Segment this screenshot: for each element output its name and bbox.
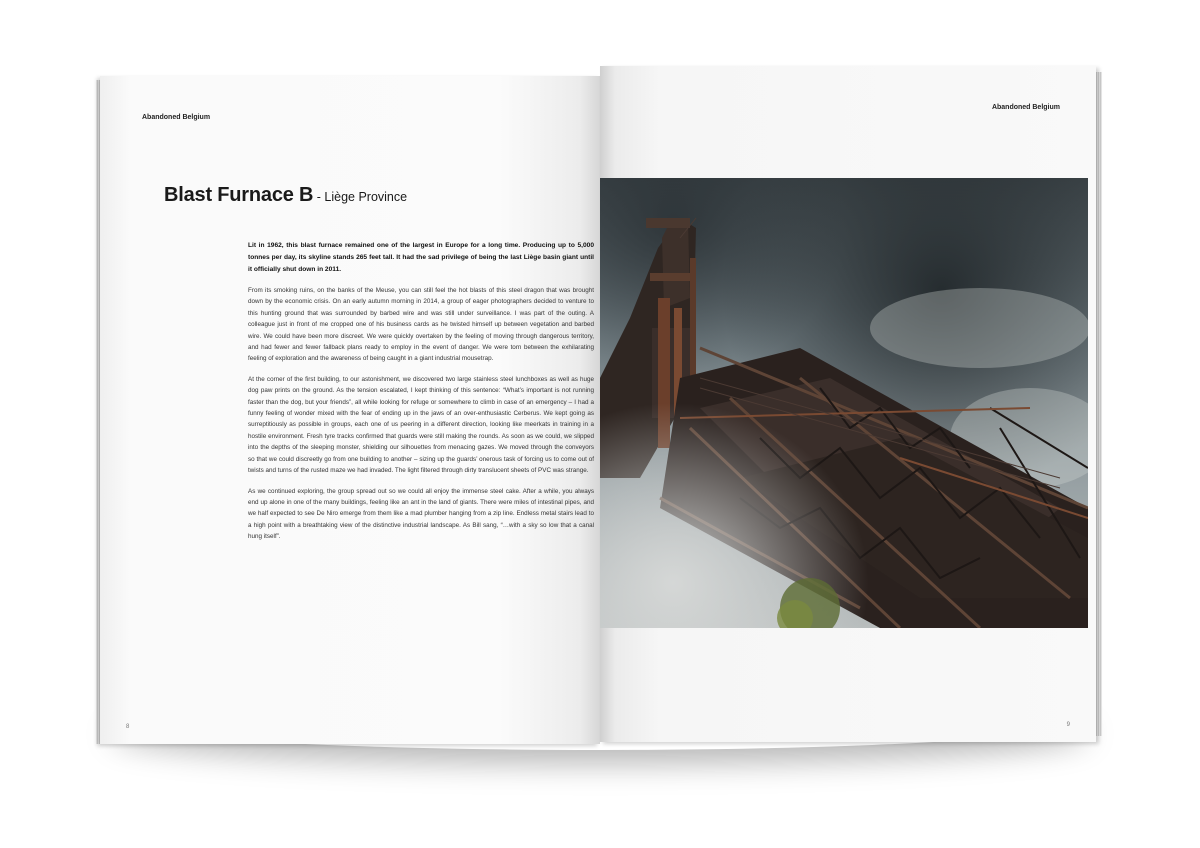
article-title-block [164, 184, 407, 207]
article-paragraph: As we continued exploring, the group spread out so we could all enjoy the immense steel cake. After a while, you always end up alone in one of the many buildings, feeling like an ant in the land of giants. There were miles of intestinal pipes, and we half expected to see De Niro emerge from them like a mad plumber hanging from a zip line. Endless metal stairs lead to a high point with a breathtaking view of the distinctive industrial landscape. As Bill sang, “…with a sky so low that a canal hung itself”. [248, 487, 594, 541]
right-page [600, 66, 1096, 742]
article-subtitle: - Liège Province [313, 190, 408, 204]
running-head-left: Abandoned Belgium [142, 114, 211, 121]
article-title: Blast Furnace B [164, 184, 314, 206]
blast-furnace-photo [600, 178, 1088, 628]
left-page [100, 76, 600, 744]
article-paragraph: From its smoking ruins, on the banks of the Meuse, you can still feel the hot blasts of this steel dragon that was brought down by the economic crisis. On an early autumn morning in 2014, a group of eager photographers decided to venture to this hunting ground that was surrounded by barbed wire and was still under surveillance. I was part of the outing. A colleague just in front of me cropped one of his business cards as he twisted himself up between vegetation and barbed wire. We could have been more discreet. We were quickly overtaken by the feeling of moving through dangerous territory, and had fewer and fewer fallback plans ready to employ in the event of danger. We were torn between the exhilarating feeling of exploration and the awareness of being caught in a giant industrial mousetrap. [248, 287, 594, 363]
article-body [248, 240, 594, 552]
article-paragraph: At the corner of the first building, to our astonishment, we discovered two large stainless steel lunchboxes as well as huge dog paw prints on the ground. As the tension escalated, I kept thinking of this sentence: “What’s important is not running faster than the dog, but your friends”, all while looking for refuge or somewhere to climb in case of an emergency – I had a funny feeling of wonder mixed with the fear of ending up in the jaws of an over-enthusiastic Cerberus. We kept going as surreptitiously as possible in groups, each one of us peering in a different direction, looking like meerkats in training in a hostile environment. Fresh tyre tracks confirmed that guards were still making the rounds. As soon as we could, we slipped into the depths of the sleeping monster, shielding our silhouettes from menacing gazes. We moved through the conveyors so that we could discreetly go from one building to another – sizing up the guards’ onerous task of forcing us to come out of twists and turns of the rusted maze we had invaded. The light filtered through dirty translucent sheets of PVC was strange. [248, 375, 594, 475]
page-number-right: 9 [1066, 722, 1070, 728]
running-head-right: Abandoned Belgium [991, 104, 1060, 111]
blast-furnace-illustration [600, 178, 1088, 628]
magazine-spread [96, 66, 1102, 742]
page-number-left: 8 [126, 724, 130, 730]
article-lead: Lit in 1962, this blast furnace remained one of the largest in Europe for a long time. Producing up to 5,000 tonnes per day, its skyline stands 265 feet tall. It had the sad privilege of being the last Liège basin giant until it officially shut down in 2011. [248, 242, 594, 273]
page-stack-right [1096, 72, 1102, 736]
